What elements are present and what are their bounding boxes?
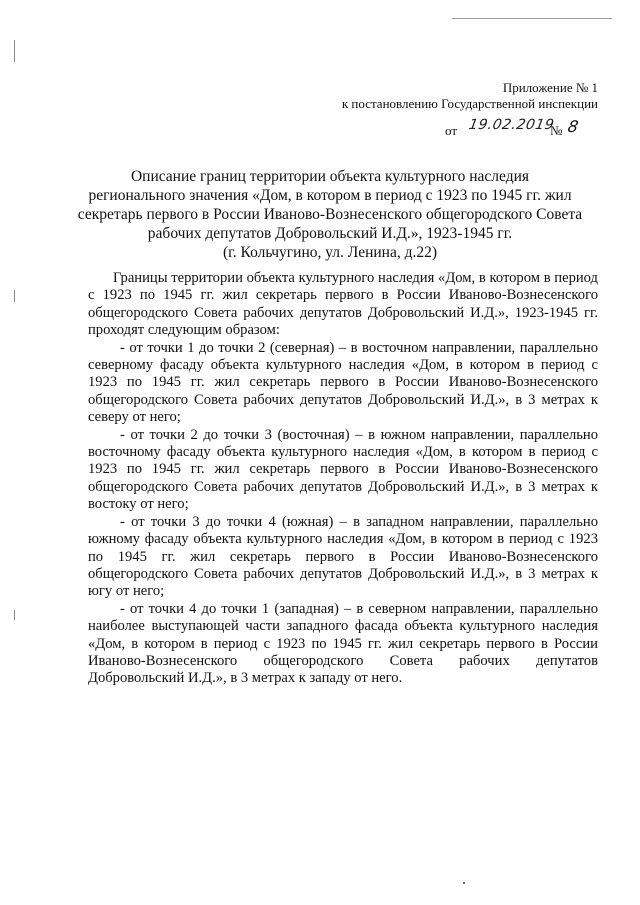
boundary-item-south: - от точки 3 до точки 4 (южная) – в западном направлении, параллельно южному фасаду объекта культурного наследия «Дом, в котором в период с 1923 по 1945 гг. жил секретарь первого в России Иваново-Вознесенского общегородского Совета рабочих депутатов Добровольский И.Д.», в 3 метрах к югу от него; — [88, 513, 598, 600]
date-prefix: от — [445, 123, 458, 138]
boundary-item-north: - от точки 1 до точки 2 (северная) – в восточном направлении, параллельно северному фасаду объекта культурного наследия «Дом, в котором в период с 1923 по 1945 гг. жил секретарь первого в России Иваново-Вознесенского общегородского Совета рабочих депутатов Добровольский И.Д.», в 3 метрах к северу от него; — [88, 339, 598, 426]
title-line: секретарь первого в России Иваново-Вознесенского общегородского Совета — [77, 206, 583, 223]
handwritten-number: 8 — [566, 117, 580, 136]
scan-artifact-left-mark — [14, 40, 15, 62]
title-address: (г. Кольчугино, ул. Ленина, д.22) — [222, 244, 438, 261]
number-prefix: № — [550, 123, 563, 138]
scan-artifact-left-mark — [14, 610, 15, 620]
decree-date-number — [445, 117, 615, 141]
appendix-header — [342, 80, 598, 112]
scan-artifact-left-mark — [14, 290, 15, 302]
boundary-item-east: - от точки 2 до точки 3 (восточная) – в южном направлении, параллельно восточному фасаду объекта культурного наследия «Дом, в котором в период с 1923 по 1945 гг. жил секретарь первого в России Иваново-Вознесенского общегородского Совета рабочих депутатов Добровольский И.Д.», в 3 метрах к востоку от него; — [88, 426, 598, 513]
document-title — [60, 167, 600, 262]
scan-artifact-dot — [463, 882, 465, 884]
title-line: Описание границ территории объекта культурного наследия — [130, 168, 530, 185]
boundary-item-west: - от точки 4 до точки 1 (западная) – в северном направлении, параллельно наиболее выступающей части западного фасада объекта культурного наследия «Дом, в котором в период с 1923 по 1945 гг. жил секретарь первого в России Иваново-Вознесенского общегородского Совета рабочих депутатов Добровольский И.Д.», в 3 метрах к западу от него. — [88, 600, 598, 687]
intro-paragraph: Границы территории объекта культурного наследия «Дом, в котором в период с 1923 по 1945 гг. жил секретарь первого в России Иваново-Вознесенского общегородского Совета рабочих депутатов Добровольский И.Д.», 1923-1945 гг. проходят следующим образом: — [88, 270, 598, 339]
document-body — [88, 270, 598, 688]
appendix-number: Приложение № 1 — [502, 80, 598, 95]
appendix-reference: к постановлению Государственной инспекции — [341, 96, 598, 111]
scan-artifact-top-line — [452, 18, 612, 19]
title-line: рабочих депутатов Добровольский И.Д.», 1923-1945 гг. — [147, 225, 513, 242]
handwritten-date: 19.02.2019 — [467, 117, 556, 133]
title-line: регионального значения «Дом, в котором в период с 1923 по 1945 гг. жил — [88, 187, 572, 204]
